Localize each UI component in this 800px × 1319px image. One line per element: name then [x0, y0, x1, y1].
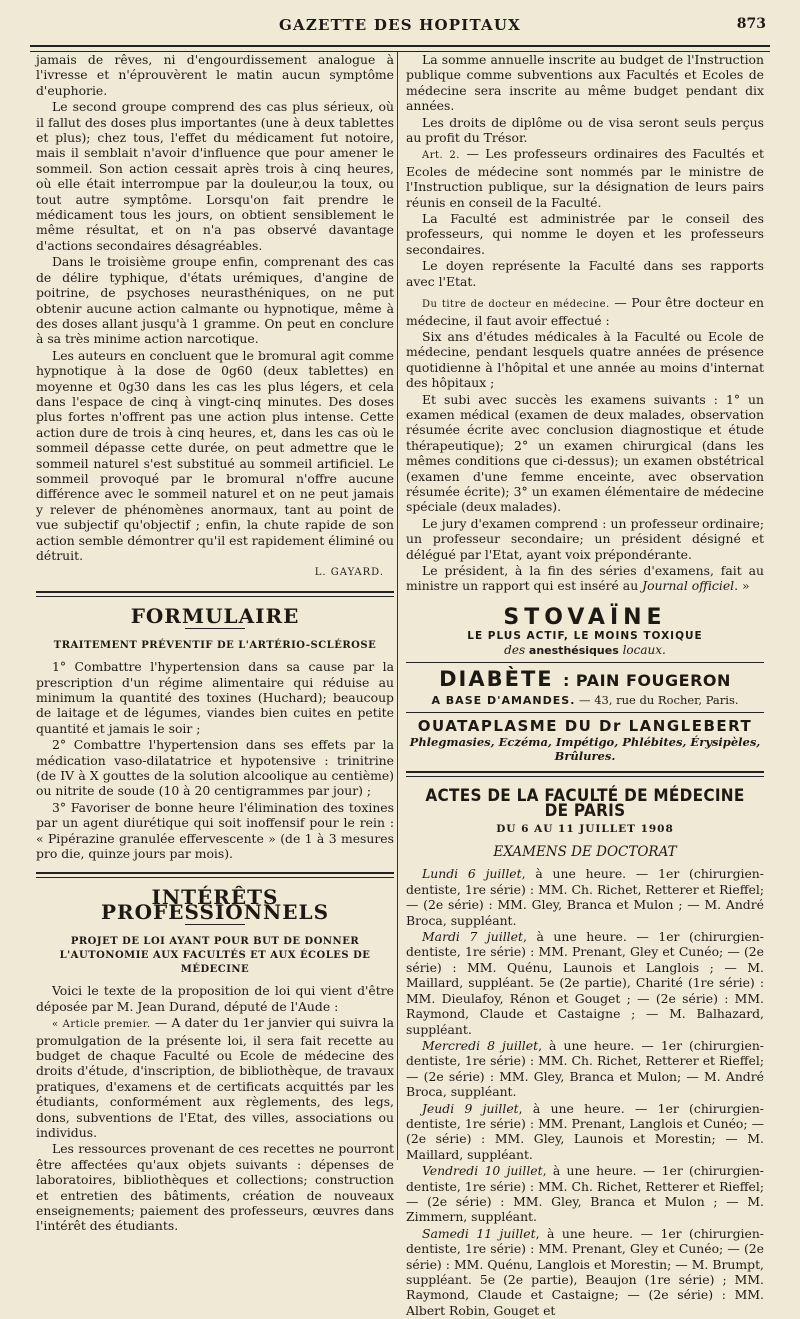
exam-day: Samedi 11 juillet	[422, 1225, 536, 1241]
exam-day: Mardi 7 juillet	[422, 929, 523, 945]
exam-jury: , à une heure. — 1er (chirurgien-dentiste, 1re série) : MM. Ch. Richet, Retterer et Rieffel; — (2e série) : MM. Gley, Branca et Mulon; — M. André Broca, suppléant.	[406, 1037, 764, 1100]
subsection-title: PROJET DE LOI AYANT POUR BUT DE DONNER L'AUTONOMIE AUX FACULTÉS ET AUX ÉCOLES DE MÉDECINE	[59, 936, 371, 976]
ad-product-name: OUATAPLASME DU Dr LANGLEBERT	[417, 716, 753, 735]
paragraph: Le jury d'examen comprend : un professeur ordinaire; un professeur secondaire; un président désigné et délégué par l'Etat, ayant voix prépondérante.	[406, 515, 764, 562]
paragraph	[406, 295, 764, 328]
paragraph: Et subi avec succès les examens suivants : 1° un examen médical (examen de deux malades, observation résumée écrite avec conclusion diagnostique et étude thérapeutique); 2° un examen chirurgical (dans les mêmes conditions que ci-dessus); un examen obstétrical (examen d'une femme enceinte, avec observation résumée écrite); 3° un examen élémentaire de médecine spéciale (deux malades).	[406, 391, 764, 515]
exam-day-entry	[406, 866, 764, 928]
paragraph: Les ressources provenant de ces recettes ne pourront être affectées qu'aux objets suivants : dépenses de laboratoires, bibliothèques et collections; construction et entretien des bâtiments, création de nouveaux enseignements; paiement des professeurs, œuvres dans l'intérêt des étudiants.	[36, 1141, 394, 1234]
subsection-title: TRAITEMENT PRÉVENTIF DE L'ARTÉRIO-SCLÉROSE	[53, 640, 377, 652]
header-rule	[30, 45, 770, 52]
text: . »	[734, 578, 750, 594]
exam-day-entry	[406, 1226, 764, 1318]
paragraph: 3° Favoriser de bonne heure l'élimination des toxines par un agent diurétique qui soit inoffensif pour le rein : « Pipérazine granulée effervescente » (de 1 à 3 mesures pro die, quinze jours par mois).	[36, 799, 394, 862]
text: A BASE D'AMANDES.	[431, 693, 576, 707]
exam-jury: , à une heure. — 1er (chirurgien-dentiste, 1re série) : MM. Ch. Richet, Retterer et Rieffel; — (2e série) : MM. Gley, Branca et Mulon ; — M. André Broca, suppléant.	[406, 866, 764, 928]
ad-product-name	[406, 667, 764, 693]
ad-rule	[406, 712, 764, 713]
journal-reference: Journal officiel	[642, 578, 735, 594]
paragraph: Le second groupe comprend des cas plus sérieux, où il fallut des doses plus importantes (une à deux tablettes et plus); chez tous, l'effet du médicament fut notoire, mais il semblait n'avoir d'influence que pour amener le sommeil. Son action cessait après trois à cinq heures, où elle était interrompue par la douleur,ou la toux, ou tout autre symptôme. Lorsqu'on fait prendre le médicament tous les jours, on obtient sensiblement le même résultat, et on n'a pas observé davantage d'actions secondaires désagréables.	[36, 99, 394, 253]
section-rule	[406, 771, 764, 777]
ad-ouataplasme	[406, 717, 764, 763]
exam-jury: , à une heure. — 1er (chirurgien-dentiste, 1re série) : MM. Prenant, Gley et Cunéo; — (2e série) : MM. Quénu, Launois et Langlois ; — M. Maillard, suppléant. 5e (2e partie), Charité (1re série) : MM. Dieulafoy, Rénon et Gouget ; — (2e série) : MM. Raymond, Claude et Castaigne ; — M. Balhazard, suppléant.	[406, 929, 764, 1037]
section-rule	[36, 591, 394, 597]
short-rule	[185, 628, 245, 629]
short-rule	[185, 924, 245, 925]
column-divider	[397, 52, 398, 1160]
paragraph	[406, 146, 764, 210]
exam-schedule	[406, 866, 764, 1318]
paragraph	[36, 1015, 394, 1140]
ad-tagline	[406, 643, 764, 658]
section-title-formulaire: FORMULAIRE	[130, 603, 300, 628]
subsection-title: EXAMENS DE DOCTORAT	[493, 844, 677, 861]
paragraph: La Faculté est administrée par le conseil des professeurs, qui nomme le doyen et les professeurs secondaires.	[406, 211, 764, 257]
paragraph: Dans le troisième groupe enfin, comprenant des cas de délire typhique, d'états urémiques, d'angine de poitrine, de psychoses neurasthéniques, on ne put obtenir aucune action calmante ou hypnotique, même à des doses allant jusqu'à 1 gramme. On peut en conclure à sa très minime action narcotique.	[36, 254, 394, 347]
text: DIABÈTE	[439, 666, 554, 691]
ad-stovaine	[406, 606, 764, 658]
exam-jury: , à une heure. — 1er (chirurgien-dentiste, 1re série) : MM. Ch. Richet, Retterer et Rieffel; — (2e série) : MM. Gley, Branca et Mulon ; — M. Zimmern, suppléant.	[406, 1163, 764, 1225]
left-column	[36, 52, 394, 1235]
exam-day-entry	[406, 1038, 764, 1100]
page-header	[30, 10, 770, 40]
exam-jury: , à une heure. — 1er (chirurgien-dentiste, 1re série) : MM. Prenant, Gley et Cunéo; — (2e série) : MM. Quénu, Langlois et Morestin; — M. Brumpt, suppléant. 5e (2e partie), Beaujon (1re série) ; MM. Raymond, Claude et Castaigne; — (2e série) : MM. Albert Robin, Gouget et	[406, 1225, 764, 1318]
section-title-interets: INTÉRÊTS PROFESSIONNELS	[100, 884, 330, 924]
author-signature: L. GAYARD.	[314, 567, 384, 579]
exam-day: Jeudi 9 juillet	[422, 1100, 519, 1116]
article-text: — Les professeurs ordinaires des Facultés et Ecoles de médecine sont nommés par le ministre de l'Instruction publique, sur la désignation de leurs pairs réunis en conseil de la Faculté.	[406, 146, 765, 210]
exam-day-entry	[406, 929, 764, 1037]
paragraph: Voici le texte de la proposition de loi qui vient d'être déposée par M. Jean Durand, député de l'Aude :	[36, 983, 394, 1014]
ad-diabete	[406, 667, 764, 708]
article-text: — A dater du 1er janvier qui suivra la promulgation de la présente loi, il sera fait recette au budget de chaque Faculté ou Ecole de médecine des droits d'étude, d'inscription, de bibliothèque, de travaux pratiques, d'examens et de certificats acquittés par les étudiants, conformément aux règlements, des legs, dons, subventions de l'Etat, des villes, associations ou individus.	[36, 1015, 394, 1140]
article-label: « Article premier.	[52, 1019, 151, 1031]
right-column	[406, 52, 764, 1319]
text: : PAIN FOUGERON	[562, 670, 731, 690]
paragraph: Le doyen représente la Faculté dans ses rapports avec l'Etat.	[406, 258, 764, 289]
paragraph: jamais de rêves, ni d'engourdissement analogue à l'ivresse et n'éprouvèrent le matin aucun symptôme d'euphorie.	[36, 52, 394, 98]
paragraph: Six ans d'études médicales à la Faculté ou Ecole de médecine, pendant lesquels quatre années de présence quotidienne à l'hôpital et une année au moins d'internat des hôpitaux ;	[406, 328, 764, 391]
text: Le président, à la fin des séries d'examens, fait au ministre un rapport qui est inséré au	[406, 563, 764, 594]
exam-day: Vendredi 10 juillet	[422, 1163, 543, 1179]
text: locaux.	[618, 642, 666, 657]
ad-uses: Phlegmasies, Eczéma, Impétigo, Phlébites, Érysipèles, Brûlures.	[409, 734, 761, 763]
page-number: 873	[736, 16, 766, 32]
section-label: Du titre de docteur en médecine.	[422, 299, 610, 311]
section-rule	[36, 872, 394, 878]
section-title-actes: ACTES DE LA FACULTÉ DE MÉDECINE DE PARIS	[425, 785, 745, 822]
exam-day: Lundi 6 juillet	[422, 866, 522, 882]
text: — 43, rue du Rocher, Paris.	[575, 692, 739, 707]
paragraph: 1° Combattre l'hypertension dans sa cause par la prescription d'un régime alimentaire qui réduise au minimum la quantité des toxines (Huchard); beaucoup de laitage et de légumes, viandes bien cuites en petite quantité et jamais le soir ;	[36, 659, 394, 736]
paragraph: Les droits de diplôme ou de visa seront seuls perçus au profit du Trésor.	[406, 114, 764, 146]
exam-day: Mercredi 8 juillet	[422, 1037, 539, 1053]
article-label: Art. 2.	[422, 150, 460, 162]
exam-jury: , à une heure. — 1er (chirurgien-dentiste, 1re série) : MM. Prenant, Langlois et Cunéo; — (2e série) : MM. Gley, Launois et Morestin; — M. Maillard, suppléant.	[406, 1100, 764, 1162]
section-date: DU 6 AU 11 JUILLET 1908	[496, 822, 674, 835]
ad-product-name: STOVAÏNE	[503, 604, 667, 630]
paragraph: La somme annuelle inscrite au budget de l'Instruction publique comme subventions aux Facultés et Ecoles de médecine sera inscrite au même budget pendant dix années.	[406, 52, 764, 114]
paragraph	[406, 563, 764, 594]
ad-rule	[406, 662, 764, 663]
exam-day-entry	[406, 1163, 764, 1225]
ad-tagline: LE PLUS ACTIF, LE MOINS TOXIQUE	[467, 629, 703, 642]
text: des	[504, 642, 529, 657]
paragraph: Les auteurs en concluent que le bromural agit comme hypnotique à la dose de 0g60 (deux tablettes) en moyenne et 0g30 dans les cas les plus légers, et cela dans l'espace de cinq à vingt-cinq minutes. Des doses plus fortes n'offrent pas une action plus intense. Cette action dure de trois à cinq heures, et, dans les cas où le sommeil dépasse cette durée, on peut admettre que le sommeil naturel s'est substitué au sommeil artificiel. Le sommeil provoqué par le bromural n'offre aucune différence avec le sommeil naturel et on ne peut jamais y relever de phénomènes anormaux, tant au point de vue subjectif qu'objectif ; enfin, la chute rapide de son action semble démontrer qu'il est rapidement éliminé ou détruit.	[36, 347, 394, 563]
exam-day-entry	[406, 1101, 764, 1163]
journal-title: GAZETTE DES HOPITAUX	[278, 16, 521, 34]
paragraph: 2° Combattre l'hypertension dans ses effets par la médication vaso-dilatatrice et hypotensive : trinitrine (de IV à X gouttes de la solution alcoolique au centième) ou nitrite de soude (10 à 20 centigrammes par jour) ;	[36, 737, 394, 799]
section-text: — Pour être docteur en médecine, il faut avoir effectué :	[406, 295, 764, 328]
ad-address	[406, 693, 764, 708]
text: anesthésiques	[528, 643, 619, 657]
